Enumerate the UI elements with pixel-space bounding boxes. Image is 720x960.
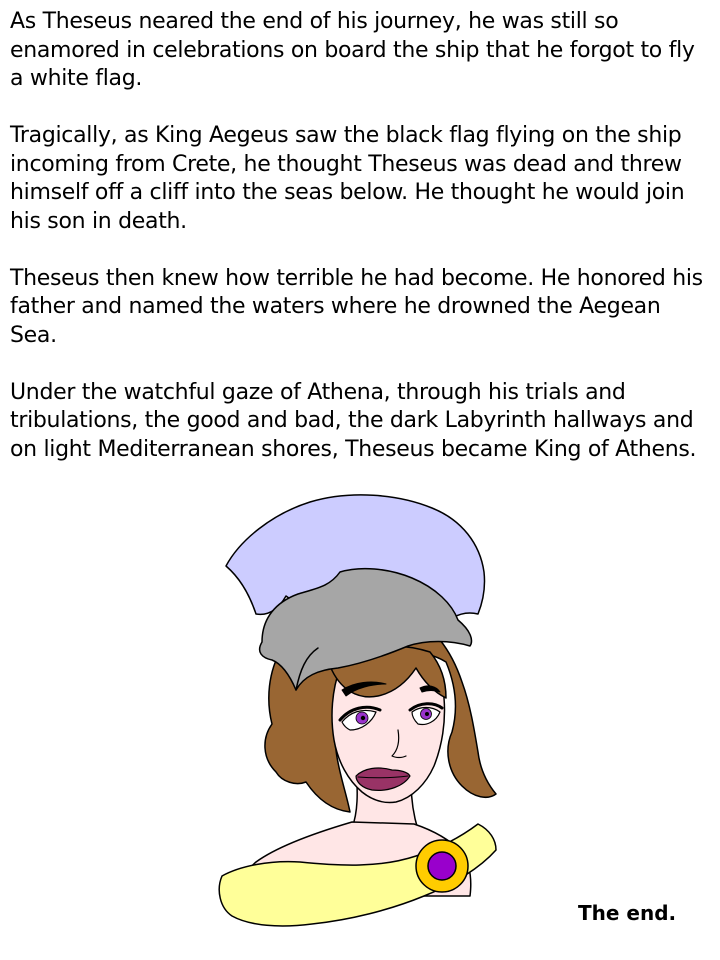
paragraph-3: Theseus then knew how terrible he had become. He honored his father and named the waters where he drowned the Aegean Sea. [10,265,703,348]
brooch-gem [428,852,456,880]
paragraph-1: As Theseus neared the end of his journey, he was still so enamored in celebrations on board the ship that he forgot to fly a white flag. [10,9,695,91]
ending-text: The end. [578,901,677,925]
right-eye-pupil [425,712,429,716]
paragraph-4: Under the watchful gaze of Athena, through his trials and tribulations, the good and bad, the dark Labyrinth hallways and on light Mediterranean shores, Theseus became King of Athens. [10,379,697,462]
athena-portrait-icon [210,486,510,946]
story-text [10,8,710,464]
paragraph-2: Tragically, as King Aegeus saw the black flag flying on the ship incoming from Crete, he thought Theseus was dead and threw himself off a cliff into the seas below. He thought he would join his son in death. [10,123,685,234]
left-eye-pupil [361,716,365,720]
